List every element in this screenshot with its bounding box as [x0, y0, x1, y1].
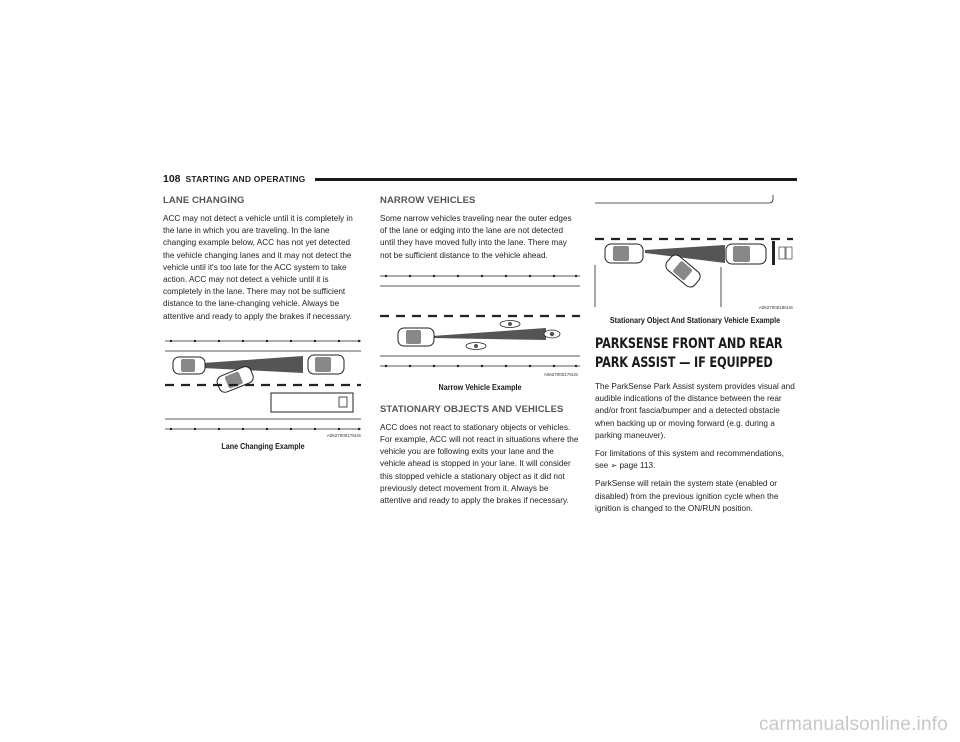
page-reference-link[interactable]: page 113.	[619, 461, 656, 471]
paragraph-parksense-limitations	[595, 448, 795, 472]
motorcycle-upper	[500, 320, 520, 327]
limitations-text: For limitations of this system and recommendations, see	[595, 449, 784, 471]
paragraph-parksense-state: ParkSense will retain the system state (enabled or disabled) from the previous ignition cycle when the ignition is changed to the ON/RUN position.	[595, 479, 779, 513]
truck	[271, 393, 353, 412]
heading-stationary-objects: STATIONARY OBJECTS AND VEHICLES	[380, 403, 564, 415]
own-vehicle	[398, 328, 434, 346]
column-parksense	[595, 195, 795, 521]
page-number: 108	[163, 173, 181, 185]
radar-beam	[203, 356, 303, 373]
motorcycle-lower	[466, 342, 486, 349]
paragraph-lane-changing: ACC may not detect a vehicle until it is completely in the lane in which you are traveling. In the lane changing example below, ACC has not yet detected the vehicle changing lanes and it may not detect the vehicle until it's too late for the ACC system to take action. ACC may not detect a vehicle until it is completely in the lane. There may not be sufficient distance to the lane-changing vehicle. Always be attentive and ready to apply the brakes if necessary.	[163, 214, 353, 321]
column-lane-changing	[163, 195, 363, 461]
figure-code: A0627000178US	[326, 432, 361, 438]
figure-code: A0627000180US	[758, 305, 793, 310]
section-title: STARTING AND OPERATING	[185, 174, 306, 184]
stationary-object-figure	[593, 195, 798, 313]
page-header	[163, 171, 797, 187]
paragraph-parksense-intro: The ParkSense Park Assist system provides visual and audible indications of the distance between the rear and/or front fascia/bumper and a detected obstacle when backing up or moving forward (e.g. during a parking maneuver).	[595, 382, 795, 440]
own-vehicle	[173, 357, 205, 374]
barrier-post	[772, 241, 775, 265]
stationary-vehicle	[726, 244, 766, 264]
radar-beam	[432, 328, 546, 340]
site-watermark: carmanualsonline.info	[758, 714, 948, 735]
heading-narrow-vehicles: NARROW VEHICLES	[380, 195, 476, 206]
column-narrow-vehicles	[380, 195, 580, 513]
header-rule	[315, 178, 797, 181]
lane-changing-figure	[163, 329, 363, 439]
own-vehicle	[605, 244, 643, 263]
sensor-waves-icon	[779, 247, 792, 259]
lead-vehicle	[308, 355, 344, 374]
heading-parksense: PARKSENSE FRONT AND REAR PARK ASSIST — IF EQUIPPED	[595, 336, 783, 371]
caption-narrow-vehicle: Narrow Vehicle Example	[438, 382, 522, 392]
caption-lane-changing: Lane Changing Example	[221, 441, 305, 451]
figure-code: A0627000179US	[543, 371, 578, 377]
paragraph-stationary-objects: ACC does not react to stationary objects or vehicles. For example, ACC will not react in situations where the vehicle you are following exits your lane and the vehicle ahead is stopped in your lane. It will consider this stopped vehicle a stationary object as it did not previously detect movement from it. Always be attentive and ready to apply the brakes if necessary.	[380, 422, 579, 506]
narrow-vehicle-figure	[380, 270, 580, 380]
caption-stationary: Stationary Object And Stationary Vehicle Example	[609, 316, 781, 325]
paragraph-narrow-vehicles: Some narrow vehicles traveling near the outer edges of the lane or edging into the lane are not detected until they have moved fully into the lane. There may not be sufficient distance to the vehicle ahead.	[380, 214, 572, 260]
heading-lane-changing: LANE CHANGING	[163, 195, 245, 206]
page-reference-arrow-icon: ➢	[610, 461, 618, 471]
motorcycle-in-lane	[544, 330, 560, 338]
